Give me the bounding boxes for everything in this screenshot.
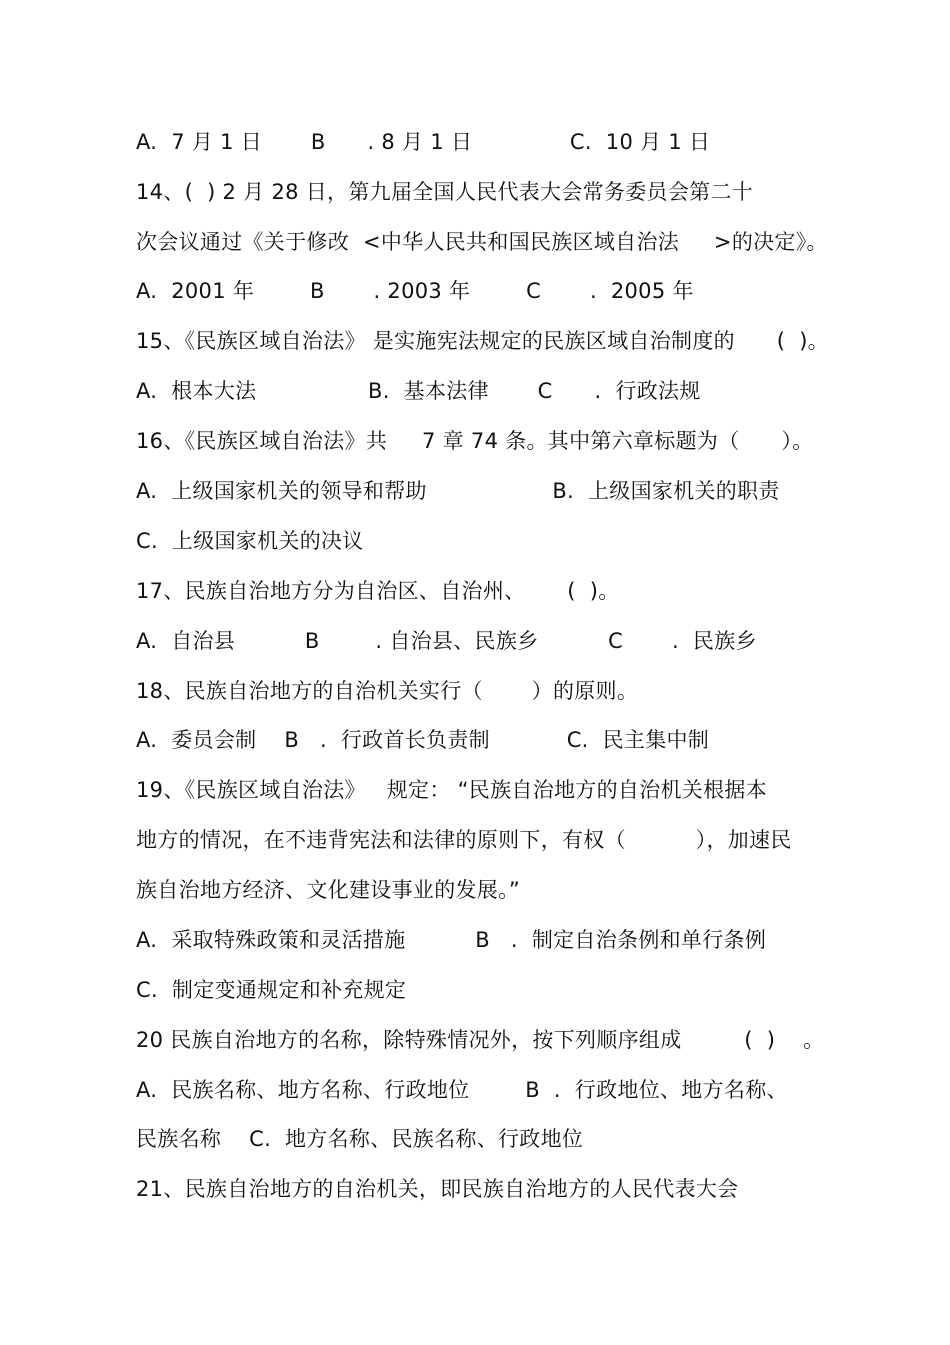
question-19-cont-2: 族自治地方经济、文化建设事业的发展。”	[136, 878, 521, 902]
answer-options-q14: A. 2001 年 B . 2003 年 C . 2005 年	[136, 279, 694, 303]
answer-options-q16-c: C. 上级国家机关的决议	[136, 529, 364, 553]
answer-options-q20-ab: A. 民族名称、地方名称、行政地位 B . 行政地位、地方名称、	[136, 1078, 788, 1102]
question-21: 21、民族自治地方的自治机关，即民族自治地方的人民代表大会	[136, 1177, 739, 1201]
question-16: 16、《民族区域自治法》共 7 章 74 条。其中第六章标题为（ ）。	[136, 429, 814, 453]
question-14: 14、( ) 2 月 28 日，第九届全国人民代表大会常务委员会第二十	[136, 180, 754, 204]
answer-options-q16-ab: A. 上级国家机关的领导和帮助 B. 上级国家机关的职责	[136, 479, 780, 503]
answer-options-q19-c: C. 制定变通规定和补充规定	[136, 978, 407, 1002]
question-15: 15、《民族区域自治法》 是实施宪法规定的民族区域自治制度的 ( )。	[136, 329, 829, 353]
answer-options-q17: A. 自治县 B . 自治县、民族乡 C . 民族乡	[136, 629, 757, 653]
question-18: 18、民族自治地方的自治机关实行（ ）的原则。	[136, 679, 639, 703]
answer-options-q13: A. 7 月 1 日 B . 8 月 1 日 C. 10 月 1 日	[136, 130, 711, 154]
answer-options-q15: A. 根本大法 B. 基本法律 C . 行政法规	[136, 379, 701, 403]
question-14-cont: 次会议通过《关于修改 <中华人民共和国民族区域自治法 >的决定》。	[136, 230, 828, 254]
question-19-cont-1: 地方的情况，在不违背宪法和法律的原则下，有权（ ），加速民	[136, 828, 792, 852]
question-17: 17、民族自治地方分为自治区、自治州、 ( )。	[136, 579, 620, 603]
question-19: 19、《民族区域自治法》 规定： “民族自治地方的自治机关根据本	[136, 778, 767, 802]
question-20: 20 民族自治地方的名称，除特殊情况外，按下列顺序组成 ( ) 。	[136, 1028, 825, 1052]
answer-options-q19-ab: A. 采取特殊政策和灵活措施 B . 制定自治条例和单行条例	[136, 928, 767, 952]
answer-options-q20-c: 民族名称 C. 地方名称、民族名称、行政地位	[136, 1127, 584, 1151]
answer-options-q18: A. 委员会制 B . 行政首长负责制 C. 民主集中制	[136, 728, 710, 752]
